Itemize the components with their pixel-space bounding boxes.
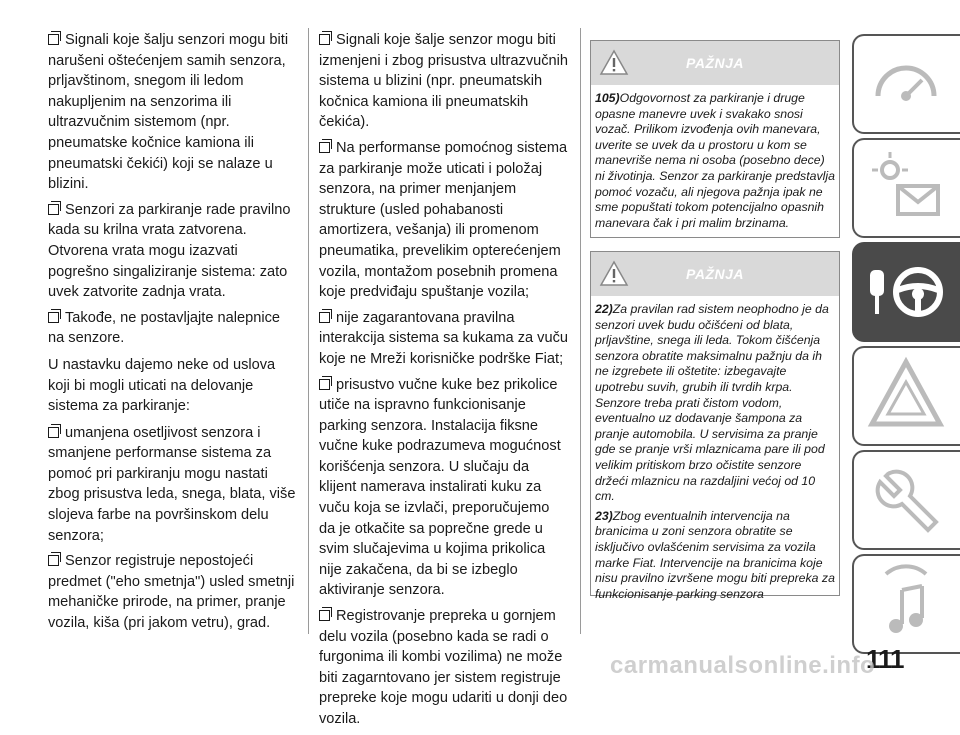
warning-box-1 xyxy=(590,40,840,238)
light-envelope-icon xyxy=(866,148,946,228)
left-column xyxy=(48,30,296,639)
warning-box-2 xyxy=(590,251,840,601)
left-para-1: Signali koje šalju senzori mogu biti narušeni oštećenjem samih senzora, prljavštinom, snegom ili ledom nakupljenim na senzorima ili ultrazvučnim sistemom (npr. pneumatske kočnice kamiona ili pneumatski čekići) koji se nalaze u blizini. xyxy=(48,32,289,193)
warning-number: 22) xyxy=(595,302,613,316)
checkbox-bullet-icon xyxy=(48,204,59,215)
warning-number: 105) xyxy=(595,91,620,105)
warning-body xyxy=(591,85,839,243)
left-para-3: Takođe, ne postavljajte nalepnice na senzore. xyxy=(48,309,281,347)
mid-para-5: Registrovanje prepreka u gornjem delu vozila (posebno kada se radi o furgonima ili kombi vozilima) ne može biti zagarntovano jer sistem registruje prepreke koje mogu udariti u donji deo vozila. xyxy=(319,608,568,727)
warning-title: PAŽNJA xyxy=(686,266,744,282)
warning-header xyxy=(591,41,839,85)
tab-multimedia[interactable] xyxy=(852,554,960,654)
checkbox-bullet-icon xyxy=(319,312,330,323)
tab-lights-messages[interactable] xyxy=(852,138,960,238)
warning-title: PAŽNJA xyxy=(686,55,744,71)
warning-text: Zbog eventualnih intervencija na branicima u zoni senzora obratite se isključivo ovlašćenim servisima za vozila marke Fiat. Intervencije na branicima koje nisu pravilno izvršene mogu biti prepreka za funkcionisanje parking senzora xyxy=(595,508,835,601)
mid-para-3: nije zagarantovana pravilna interakcija sistema sa kukama za vuču koje ne Mreži korisničke podrške Fiat; xyxy=(319,309,569,367)
middle-column xyxy=(319,30,569,735)
wrench-icon xyxy=(866,460,946,540)
column-divider xyxy=(580,28,581,634)
checkbox-bullet-icon xyxy=(319,379,330,390)
checkbox-bullet-icon xyxy=(319,610,330,621)
key-steering-wheel-icon xyxy=(866,252,950,332)
checkbox-bullet-icon xyxy=(319,34,330,45)
tab-safety-driving[interactable] xyxy=(852,242,960,342)
dashboard-gauge-icon xyxy=(866,44,946,124)
emergency-triangle-icon xyxy=(866,356,946,436)
tab-maintenance[interactable] xyxy=(852,450,960,550)
checkbox-bullet-icon xyxy=(48,427,59,438)
warning-text: Odgovornost za parkiranje i druge opasne manevre uvek i svakako snosi vozač. Prilikom izvođenja ovih manevara, uverite se uvek da u prostoru u kom se manevriše nema ni osoba (posebno dece) ni životinja. Senzor za parkiranje predstavlja pomoć vozaču, ali njegova pažnja ipak ne sme popuštati tokom potencijalno opasnih manevara čak i pri malim brzinama. xyxy=(595,91,835,230)
left-para-4: U nastavku dajemo neke od uslova koji bi mogli uticati na delovanje sistema za parkiranje: xyxy=(48,356,276,415)
music-note-icon xyxy=(866,564,946,644)
mid-para-1: Signali koje šalje senzor mogu biti izmenjeni i zbog prisustva ultrazvučnih sistema u blizini (npr. pneumatskih kočnica kamiona ili pneumatskih čekića). xyxy=(319,32,569,131)
mid-para-4: prisustvo vučne kuke bez prikolice utiče na ispravno funkcionisanje parking senzora. Instalacija fiksne vučne kuke podrazumeva mogućnost korišćenja senzora. U slučaju da klijent namerava instalirati kuku za vuču koja se izvlači, preporučujemo da je otkačite sa poprečne grede u svim slučajevima u kojima prikolica nije zakačena, da bi se izbeglo aktiviranje senzora. xyxy=(319,376,561,599)
watermark: carmanualsonline.info xyxy=(610,652,876,679)
warning-header xyxy=(591,252,839,296)
left-para-6: Senzor registruje nepostojeći predmet ("eho smetnja") usled smetnji mehaničke prirode, na primer, pranje vozila, kiša (pri jakom vetru), grad. xyxy=(48,553,295,632)
warning-number: 23) xyxy=(595,508,613,523)
warning-text: Za pravilan rad sistem neophodno je da senzori uvek budu očišćeni od blata, prljavštine, snega ili leda. Tokom čišćenja senzora obratite maksimalnu pažnju da ih ne izgrebete ili oštetite: izbegavajte upotrebu suvih, grubih ili tvrdih krpa. Senzore treba prati čistom vodom, eventualno uz dodavanje šampona za pranje automobila. U servisima za pranje gde se pranje vrši mlaznicama pare ili pod velikim pritiskom brzo očistite senzore držeći mlaznicu na razdaljini većoj od 10 cm. xyxy=(595,302,829,504)
page-number: 111 xyxy=(866,644,904,674)
checkbox-bullet-icon xyxy=(319,142,330,153)
mid-para-2: Na performanse pomoćnog sistema za parkiranje može uticati i položaj senzora, na primer menjanjem strukture (usled pohabanosti amortizera, vešanja) ili promenom pneumatika, prevelikim opterećenjem vozila, montažom posebnih promena koje predviđaju spuštanje vozila; xyxy=(319,139,568,301)
checkbox-bullet-icon xyxy=(48,555,59,566)
tab-dashboard[interactable] xyxy=(852,34,960,134)
checkbox-bullet-icon xyxy=(48,34,59,45)
left-para-2: Senzori za parkiranje rade pravilno kada su krilna vrata zatvorena. Otvorena vrata mogu izazvati pogrešno singaliziranje sistema: zato uvek zatvorite zadnja vrata. xyxy=(48,201,291,301)
checkbox-bullet-icon xyxy=(48,312,59,323)
warning-body xyxy=(591,296,839,614)
tab-emergency[interactable] xyxy=(852,346,960,446)
left-para-5: umanjena osetljivost senzora i smanjene performanse sistema za pomoć pri parkiranju mogu nastati zbog prisustva leda, snega, blata, više slojeva farbe na površinskom delu senzora; xyxy=(48,424,296,544)
column-divider xyxy=(308,28,309,634)
